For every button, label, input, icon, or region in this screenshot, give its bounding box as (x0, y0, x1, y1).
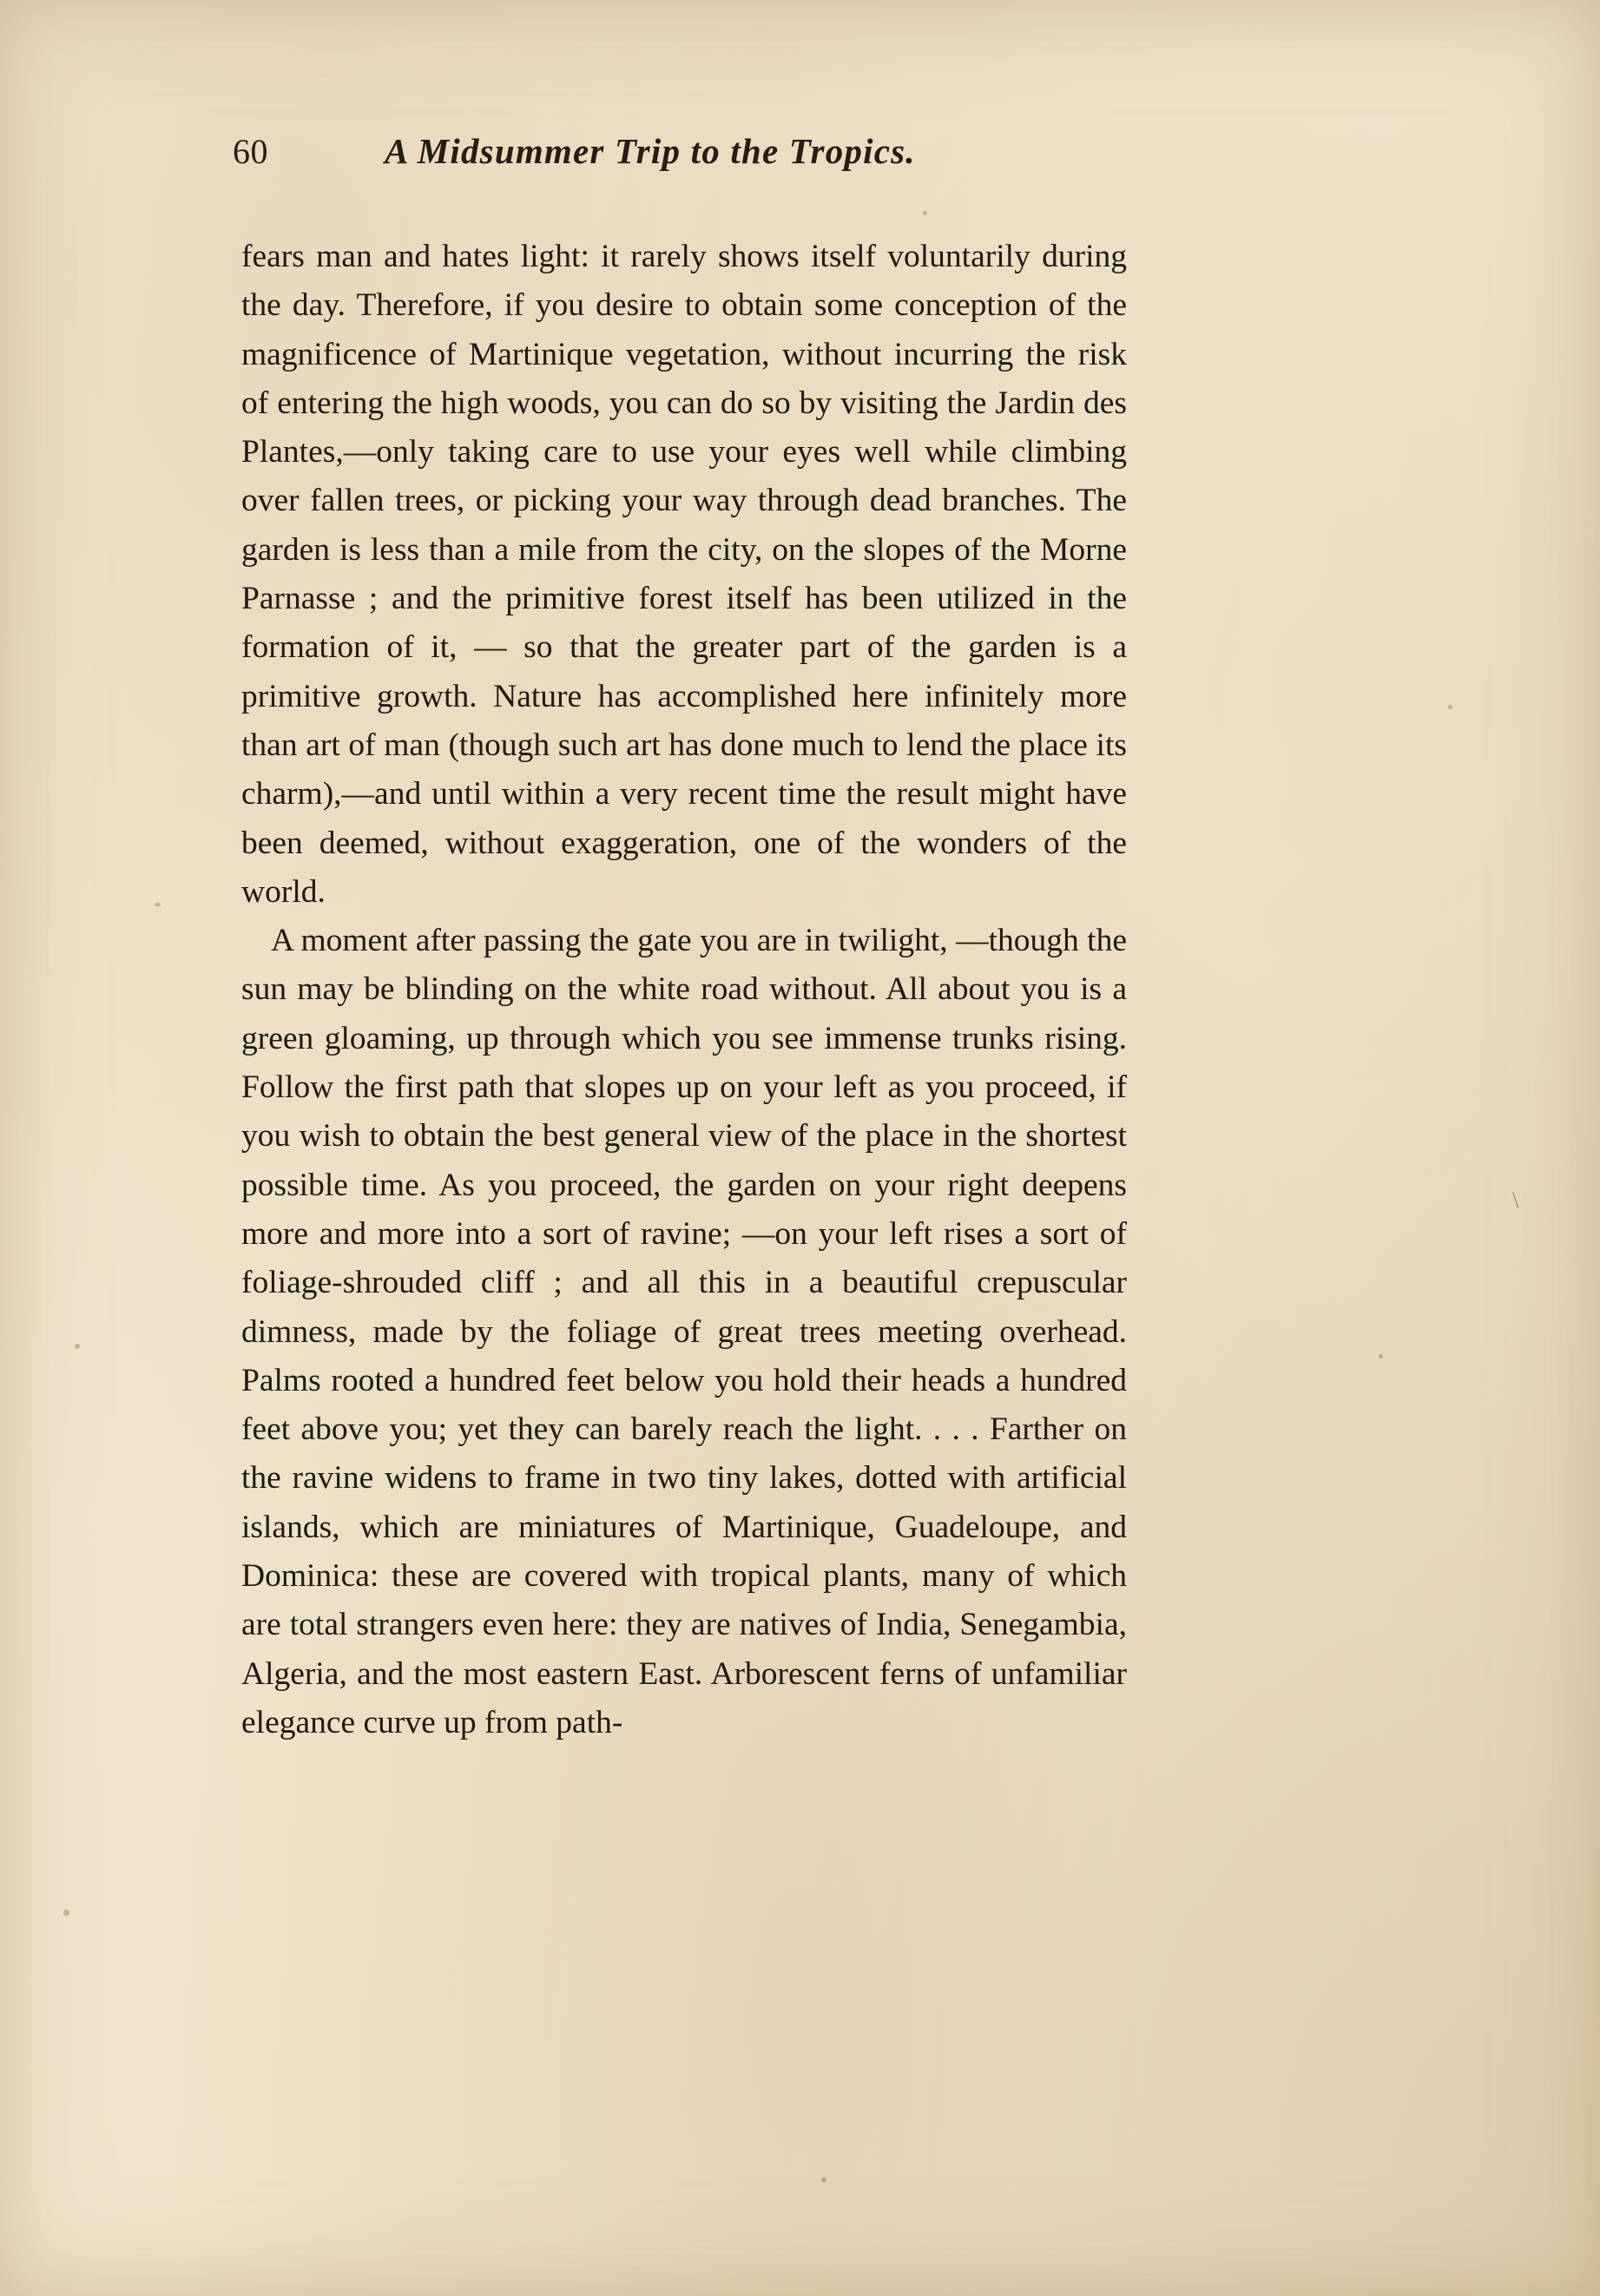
paper-speck (1448, 705, 1452, 709)
paper-speck (923, 211, 927, 215)
paper-speck (1379, 1354, 1383, 1359)
running-title: A Midsummer Trip to the Tropics. (385, 131, 916, 171)
paragraph: fears man and hates light: it rarely shows itself voluntarily during the day. Therefore, if you desire to obtain some conception of the magnificence of Martinique vegetation, without incurring the risk of entering the high woods, you can do so by visiting the Jardin des Plantes,—only taking care to use your eyes well while climbing over fallen trees, or picking your way through dead branches. The garden is less than a mile from the city, on the slopes of the Morne Parnasse ; and the primitive forest itself has been utilized in the formation of it, — so that the greater part of the garden is a primitive growth. Nature has accomplished here infinitely more than art of man (though such art has done much to lend the place its charm),—and until within a very recent time the result might have been deemed, without exaggeration, one of the wonders of the world. (241, 239, 1127, 910)
page-number: 60 (233, 132, 268, 171)
paper-mark: \ (1512, 1187, 1519, 1213)
paper-speck (821, 2177, 826, 2182)
paragraph: A moment after passing the gate you are in twilight, —though the sun may be blinding on the white road without. All about you is a green gloaming, up through which you see immense trunks rising. Follow the first path that slopes up on your left as you proceed, if you wish to obtain the best general view of the place in the shortest possible time. As you proceed, the garden on your right deepens more and more into a sort of ravine; —on your left rises a sort of foliage-shrouded cliff ; and all this in a beautiful crepuscular dimness, made by the foliage of great trees meeting overhead. Palms rooted a hundred feet below you hold their heads a hundred feet above you; yet they can barely reach the light. . . . Farther on the ravine widens to frame in two tiny lakes, dotted with artificial islands, which are miniatures of Martinique, Guadeloupe, and Dominica: these are covered with tropical plants, many of which are total strangers even here: they are natives of India, Senegambia, Algeria, and the most eastern East. Arborescent ferns of unfamiliar elegance curve up from path- (241, 923, 1127, 1740)
page-header (233, 130, 1367, 172)
paper-speck (155, 903, 161, 906)
paper-speck (63, 1910, 69, 1916)
paper-speck (75, 1344, 80, 1349)
page-body (241, 233, 1127, 1747)
